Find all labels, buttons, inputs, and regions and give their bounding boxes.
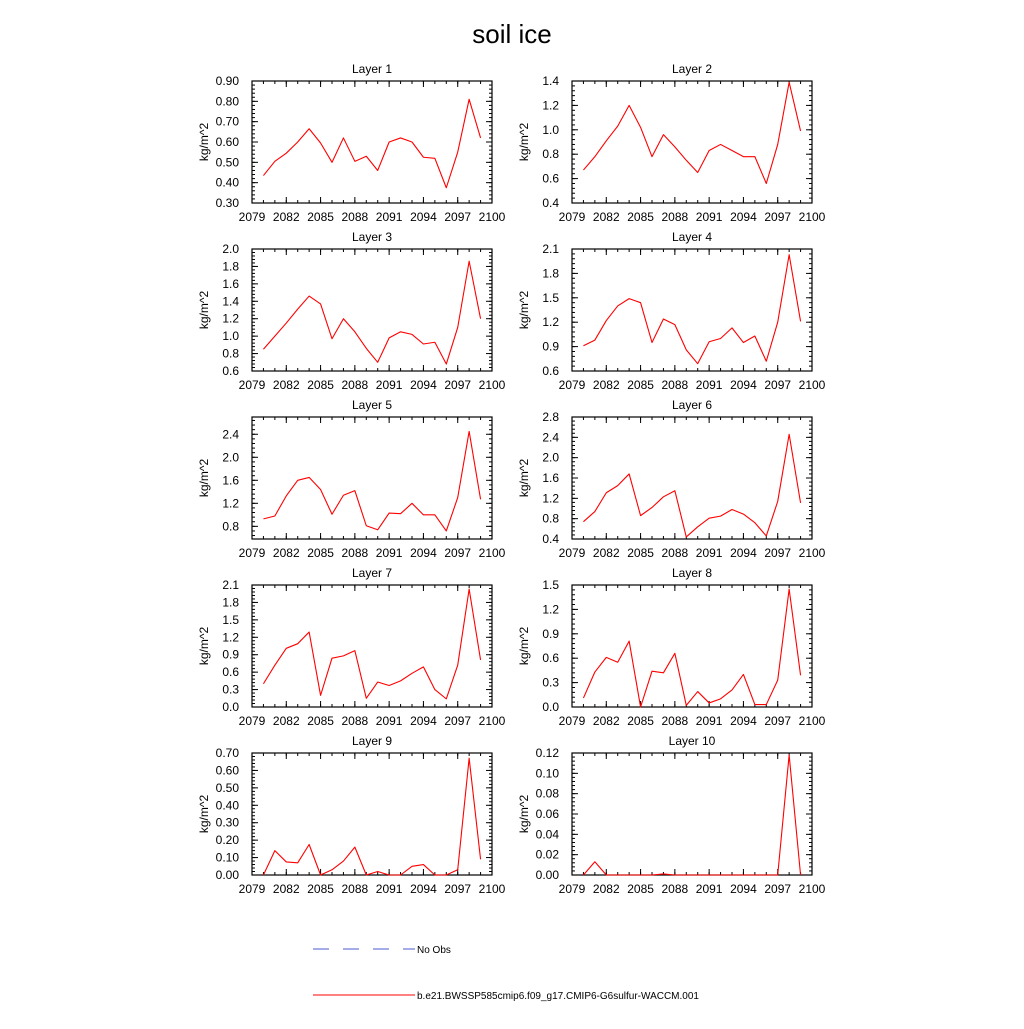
panel-title: Layer 2 [671,62,713,76]
y-tick-label: 0.8 [542,511,559,526]
x-tick-label: 2094 [410,546,437,560]
x-tick-label: 2079 [238,546,266,560]
legend [313,945,699,1002]
y-tick-label: 0.00 [535,868,559,882]
y-tick-label: 0.9 [222,647,239,662]
y-tick-label: 0.70 [215,746,239,760]
x-tick-label: 2082 [592,378,620,392]
x-tick-label: 2088 [341,714,369,728]
y-tick-label: 0.06 [535,807,559,821]
x-tick-label: 2079 [238,378,266,392]
y-tick-label: 0.00 [215,868,239,882]
y-tick-label: 0.10 [535,766,559,781]
plot-frame [572,585,812,707]
y-tick-label: 1.6 [222,276,239,291]
x-tick-label: 2079 [558,210,586,224]
y-tick-label: 0.0 [542,700,559,714]
y-tick-label: 0.40 [215,798,239,813]
y-tick-label: 0.6 [222,665,239,680]
x-tick-label: 2082 [272,882,300,896]
y-tick-label: 0.3 [222,682,239,697]
panel-title: Layer 5 [351,398,393,412]
y-tick-label: 0.8 [542,147,559,162]
panel-title: Layer 1 [351,62,393,76]
x-tick-label: 2100 [478,714,506,728]
legend-obs-label: No Obs [417,945,451,956]
x-tick-label: 2088 [661,882,689,896]
panel-layer-8 [517,566,826,728]
y-tick-label: 0.70 [215,114,239,129]
y-tick-label: 2.1 [222,578,239,592]
x-tick-label: 2097 [764,714,792,728]
x-tick-label: 2094 [410,210,437,224]
x-tick-label: 2097 [444,546,472,560]
x-tick-label: 2085 [627,882,654,896]
plot-frame [252,753,492,875]
x-tick-label: 2085 [627,378,654,392]
series-line [583,82,800,183]
plot-frame [572,81,812,203]
x-tick-label: 2091 [375,210,403,224]
x-tick-label: 2097 [444,378,472,392]
y-tick-label: 0.50 [215,780,239,795]
x-tick-label: 2085 [627,546,654,560]
x-tick-label: 2085 [627,210,654,224]
x-tick-label: 2094 [410,882,437,896]
y-tick-label: 0.60 [215,763,239,778]
y-tick-label: 0.30 [215,196,239,210]
x-tick-label: 2100 [478,546,506,560]
y-axis-label: kg/m^2 [517,290,531,330]
x-tick-label: 2088 [661,210,689,224]
plot-frame [252,81,492,203]
plot-frame [572,249,812,371]
panel-layer-10 [517,734,826,896]
y-axis-label: kg/m^2 [197,794,211,834]
x-tick-label: 2082 [272,546,300,560]
plot-frame [252,249,492,371]
plot-frame [252,417,492,539]
y-tick-label: 2.0 [542,450,559,465]
x-tick-label: 2100 [798,714,826,728]
panel-title: Layer 7 [351,566,393,580]
x-tick-label: 2094 [410,378,437,392]
panel-title: Layer 8 [671,566,713,580]
y-tick-label: 0.0 [222,700,239,714]
x-tick-label: 2091 [695,882,723,896]
panel-title: Layer 6 [671,398,713,412]
y-tick-label: 0.40 [215,175,239,190]
y-axis-label: kg/m^2 [517,794,531,834]
y-tick-label: 0.4 [542,196,559,210]
x-tick-label: 2091 [375,378,403,392]
x-tick-label: 2094 [410,714,437,728]
series-line [583,755,800,875]
y-axis-label: kg/m^2 [197,122,211,162]
x-tick-label: 2100 [478,378,506,392]
y-tick-label: 0.60 [215,135,239,149]
series-line [263,261,480,364]
y-tick-label: 1.6 [222,473,239,488]
y-tick-label: 1.0 [542,122,559,137]
y-tick-label: 0.80 [215,94,239,109]
x-tick-label: 2097 [764,378,792,392]
y-tick-label: 0.08 [535,786,559,801]
x-tick-label: 2097 [764,882,792,896]
x-tick-label: 2085 [307,882,334,896]
x-tick-label: 2094 [730,210,757,224]
x-tick-label: 2097 [444,210,472,224]
y-tick-label: 0.04 [535,827,559,842]
x-tick-label: 2085 [627,714,654,728]
y-tick-label: 0.30 [215,815,239,830]
x-tick-label: 2088 [661,714,689,728]
y-tick-label: 1.2 [222,311,239,326]
y-axis-label: kg/m^2 [197,458,211,498]
y-tick-label: 0.12 [535,746,559,760]
x-tick-label: 2097 [764,546,792,560]
y-tick-label: 1.2 [542,602,559,617]
y-tick-label: 1.2 [542,315,559,330]
x-tick-label: 2091 [375,714,403,728]
y-tick-label: 0.02 [535,847,559,862]
y-tick-label: 0.20 [215,833,239,848]
panel-layer-2 [517,62,826,224]
panel-layer-6 [517,398,826,560]
x-tick-label: 2079 [238,882,266,896]
x-tick-label: 2100 [798,378,826,392]
plot-frame [572,417,812,539]
series-line [263,431,480,531]
legend-model-label: b.e21.BWSSP585cmip6.f09_g17.CMIP6-G6sulfur-WACCM.001 [417,991,699,1002]
y-tick-label: 1.0 [222,329,239,344]
y-axis-label: kg/m^2 [517,458,531,498]
x-tick-label: 2088 [661,546,689,560]
panel-title: Layer 3 [351,230,393,244]
y-tick-label: 0.8 [222,346,239,361]
x-tick-label: 2094 [730,882,757,896]
x-tick-label: 2079 [238,210,266,224]
panel-layer-9 [197,734,506,896]
y-tick-label: 2.8 [542,410,559,424]
y-tick-label: 0.8 [222,519,239,534]
y-axis-label: kg/m^2 [517,122,531,162]
y-tick-label: 0.6 [542,171,559,186]
x-tick-label: 2100 [478,882,506,896]
x-tick-label: 2091 [695,714,723,728]
x-tick-label: 2094 [730,714,757,728]
panel-layer-4 [517,230,826,392]
panels-grid [197,62,826,896]
x-tick-label: 2082 [592,546,620,560]
y-tick-label: 2.0 [222,450,239,465]
y-tick-label: 1.2 [222,496,239,511]
series-line [583,434,800,537]
x-tick-label: 2088 [341,546,369,560]
x-tick-label: 2091 [695,378,723,392]
x-tick-label: 2085 [307,378,334,392]
x-tick-label: 2085 [307,714,334,728]
y-tick-label: 2.0 [222,242,239,256]
x-tick-label: 2082 [592,210,620,224]
x-tick-label: 2097 [444,882,472,896]
y-tick-label: 1.5 [222,612,239,627]
y-tick-label: 0.90 [215,74,239,88]
x-tick-label: 2079 [558,882,586,896]
x-tick-label: 2100 [798,210,826,224]
x-tick-label: 2088 [341,882,369,896]
y-tick-label: 1.8 [542,266,559,281]
y-tick-label: 1.5 [542,290,559,305]
x-tick-label: 2097 [764,210,792,224]
x-tick-label: 2088 [341,210,369,224]
series-line [583,589,800,707]
y-tick-label: 0.10 [215,850,239,865]
panel-layer-7 [197,566,506,728]
y-tick-label: 1.6 [542,471,559,485]
x-tick-label: 2094 [730,378,757,392]
plot-frame [572,753,812,875]
y-tick-label: 1.2 [222,630,239,645]
x-tick-label: 2088 [661,378,689,392]
y-tick-label: 0.3 [542,675,559,690]
x-tick-label: 2082 [272,210,300,224]
x-tick-label: 2085 [307,546,334,560]
y-tick-label: 2.4 [222,427,239,442]
x-tick-label: 2091 [375,546,403,560]
x-tick-label: 2091 [695,546,723,560]
x-tick-label: 2091 [695,210,723,224]
y-axis-label: kg/m^2 [197,290,211,330]
y-tick-label: 2.4 [542,430,559,445]
x-tick-label: 2094 [730,546,757,560]
x-tick-label: 2082 [272,378,300,392]
y-tick-label: 1.4 [542,74,559,88]
panel-title: Layer 10 [668,734,716,748]
y-tick-label: 0.9 [542,626,559,641]
y-tick-label: 1.8 [222,259,239,274]
series-line [263,589,480,699]
series-line [263,758,480,875]
y-axis-label: kg/m^2 [517,626,531,666]
series-line [263,99,480,187]
x-tick-label: 2082 [592,714,620,728]
x-tick-label: 2079 [558,714,586,728]
y-tick-label: 1.5 [542,578,559,592]
page-title: soil ice [472,19,552,49]
panel-layer-5 [197,398,506,560]
y-tick-label: 0.50 [215,155,239,170]
panel-layer-3 [197,230,506,392]
y-tick-label: 1.4 [222,294,239,309]
y-tick-label: 1.2 [542,98,559,113]
y-tick-label: 1.8 [222,595,239,610]
y-tick-label: 0.6 [542,651,559,666]
y-tick-label: 2.1 [542,242,559,256]
panel-title: Layer 9 [351,734,393,748]
x-tick-label: 2100 [798,546,826,560]
y-tick-label: 0.9 [542,339,559,354]
panel-title: Layer 4 [671,230,713,244]
x-tick-label: 2097 [444,714,472,728]
x-tick-label: 2079 [238,714,266,728]
x-tick-label: 2100 [798,882,826,896]
x-tick-label: 2100 [478,210,506,224]
y-tick-label: 0.4 [542,532,559,546]
series-line [583,255,800,364]
x-tick-label: 2085 [307,210,334,224]
x-tick-label: 2088 [341,378,369,392]
x-tick-label: 2079 [558,378,586,392]
y-tick-label: 1.2 [542,491,559,506]
plot-frame [252,585,492,707]
y-tick-label: 0.6 [222,364,239,378]
panel-layer-1 [197,62,506,224]
y-axis-label: kg/m^2 [197,626,211,666]
x-tick-label: 2079 [558,546,586,560]
y-tick-label: 0.6 [542,364,559,378]
x-tick-label: 2091 [375,882,403,896]
x-tick-label: 2082 [592,882,620,896]
x-tick-label: 2082 [272,714,300,728]
